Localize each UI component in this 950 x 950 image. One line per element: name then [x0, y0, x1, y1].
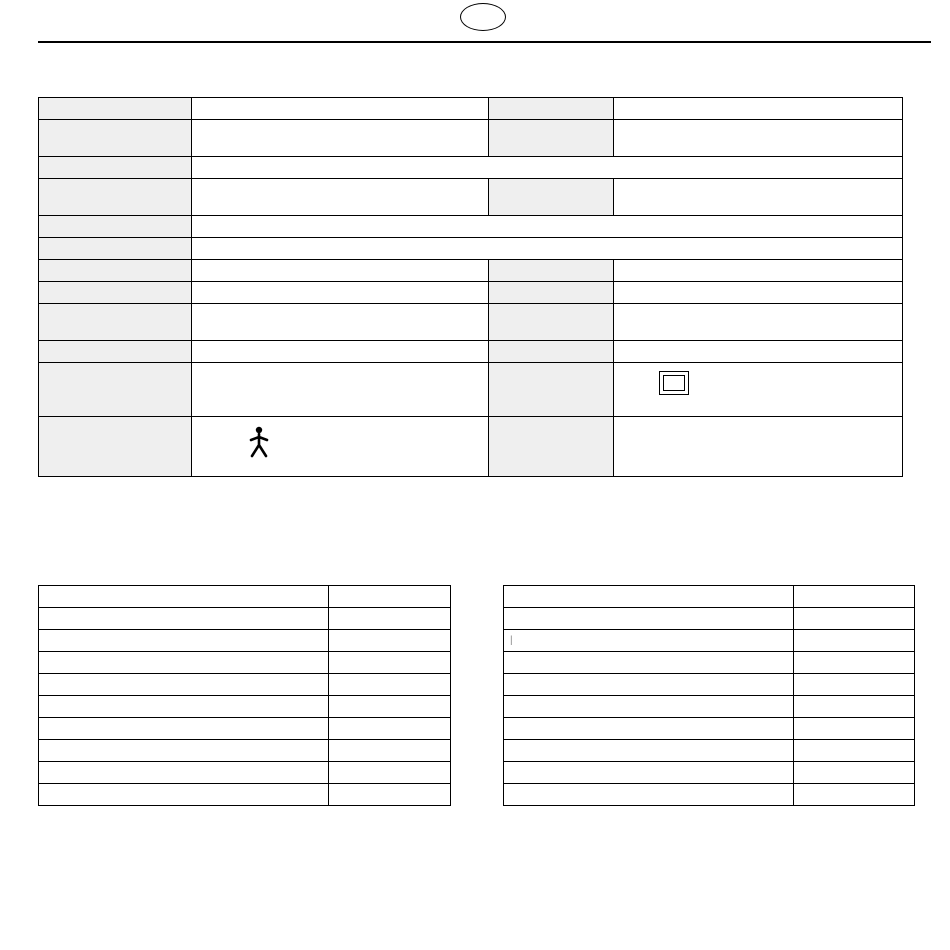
- table-row: [39, 586, 451, 608]
- spec-label: [489, 98, 614, 120]
- spec-value: [192, 157, 903, 179]
- table-row: [39, 652, 451, 674]
- spec-value: [192, 304, 489, 341]
- list-item-name: [39, 762, 329, 784]
- table-row: [39, 718, 451, 740]
- table-row: [39, 784, 451, 806]
- spec-row: [39, 216, 903, 238]
- spec-label: [489, 417, 614, 477]
- spec-label: [39, 417, 192, 477]
- list-item-value: [329, 608, 451, 630]
- left-list-table: [38, 585, 451, 806]
- spec-label: [39, 282, 192, 304]
- spec-value: [614, 179, 903, 216]
- language-code-badge: [460, 3, 506, 31]
- spec-row: [39, 304, 903, 341]
- spec-row: [39, 282, 903, 304]
- list-item-value: [329, 652, 451, 674]
- list-item-value: [794, 696, 915, 718]
- protection-class-cell: [614, 363, 903, 417]
- list-item-value: [329, 740, 451, 762]
- list-item-value: [329, 674, 451, 696]
- spec-label: [39, 179, 192, 216]
- table-row: [39, 762, 451, 784]
- list-item-value: [794, 674, 915, 696]
- list-item-value: [794, 586, 915, 608]
- list-item-value: [794, 762, 915, 784]
- spec-label: [489, 341, 614, 363]
- list-item-value: [794, 630, 915, 652]
- list-item-name: [504, 740, 794, 762]
- list-item-name: [39, 608, 329, 630]
- spec-value: [192, 98, 489, 120]
- table-row: [504, 630, 915, 652]
- header-rule: [38, 41, 931, 43]
- spec-label: [39, 216, 192, 238]
- table-row: [39, 674, 451, 696]
- spec-row: [39, 341, 903, 363]
- list-item-value: [329, 630, 451, 652]
- spec-label: [39, 260, 192, 282]
- spec-label: [489, 304, 614, 341]
- list-item-value: [794, 718, 915, 740]
- table-row: [504, 674, 915, 696]
- spec-label: [489, 120, 614, 157]
- list-item-name: [39, 674, 329, 696]
- spec-label: [489, 282, 614, 304]
- table-row: [39, 740, 451, 762]
- spec-label: [39, 238, 192, 260]
- list-item-name: [504, 586, 794, 608]
- list-item-value: [794, 652, 915, 674]
- list-item-value: [794, 740, 915, 762]
- person-icon: [248, 426, 270, 458]
- spec-value: [614, 98, 903, 120]
- list-item-name: [504, 696, 794, 718]
- spec-label: [39, 363, 192, 417]
- spec-row: [39, 179, 903, 216]
- list-item-name: [39, 652, 329, 674]
- spec-value: [192, 282, 489, 304]
- spec-value: [614, 282, 903, 304]
- spec-value: [614, 260, 903, 282]
- table-row: [504, 784, 915, 806]
- spec-value: [614, 417, 903, 477]
- right-list-table: [503, 585, 915, 806]
- table-row: [504, 718, 915, 740]
- list-item-name: [504, 608, 794, 630]
- spec-value: [614, 341, 903, 363]
- spec-value: [192, 341, 489, 363]
- list-item-name: [504, 674, 794, 696]
- table-row: [504, 740, 915, 762]
- spec-label: [489, 260, 614, 282]
- list-item-value: [329, 586, 451, 608]
- spec-row: [39, 417, 903, 477]
- list-item-name: [504, 718, 794, 740]
- list-item-name: [39, 740, 329, 762]
- table-row: [504, 696, 915, 718]
- list-item-name: [504, 762, 794, 784]
- list-item-value: [329, 718, 451, 740]
- spec-label: [39, 341, 192, 363]
- spec-label: [39, 120, 192, 157]
- table-row: [39, 630, 451, 652]
- spec-value: [614, 120, 903, 157]
- list-item-name: [504, 784, 794, 806]
- spec-value: [192, 179, 489, 216]
- list-item-name: [39, 630, 329, 652]
- applied-part-cell: [192, 417, 489, 477]
- double-square-icon: [659, 371, 689, 395]
- spec-value: [614, 304, 903, 341]
- spec-label: [39, 304, 192, 341]
- spec-label: [489, 179, 614, 216]
- spec-label: [489, 363, 614, 417]
- list-item-name: [39, 586, 329, 608]
- spec-row: [39, 260, 903, 282]
- table-row: [504, 762, 915, 784]
- list-item-value: [329, 762, 451, 784]
- list-item-name: [39, 718, 329, 740]
- table-row: [39, 608, 451, 630]
- table-row: [504, 608, 915, 630]
- table-row: [504, 586, 915, 608]
- spec-row: [39, 157, 903, 179]
- spec-label: [39, 98, 192, 120]
- list-item-value: [794, 608, 915, 630]
- spec-value: [192, 216, 903, 238]
- list-item-value: [329, 696, 451, 718]
- spec-value: [192, 363, 489, 417]
- spec-label: [39, 157, 192, 179]
- spec-value: [192, 120, 489, 157]
- list-item-name: [39, 784, 329, 806]
- spec-value: [192, 260, 489, 282]
- list-item-name: [39, 696, 329, 718]
- spec-row: [39, 238, 903, 260]
- spec-row: [39, 120, 903, 157]
- list-item-name: |: [504, 630, 794, 652]
- specifications-table: [38, 97, 903, 477]
- spec-value: [192, 238, 903, 260]
- table-row: [39, 696, 451, 718]
- list-item-value: [794, 784, 915, 806]
- list-item-name: [504, 652, 794, 674]
- table-row: [504, 652, 915, 674]
- spec-row: [39, 98, 903, 120]
- list-item-value: [329, 784, 451, 806]
- spec-row: [39, 363, 903, 417]
